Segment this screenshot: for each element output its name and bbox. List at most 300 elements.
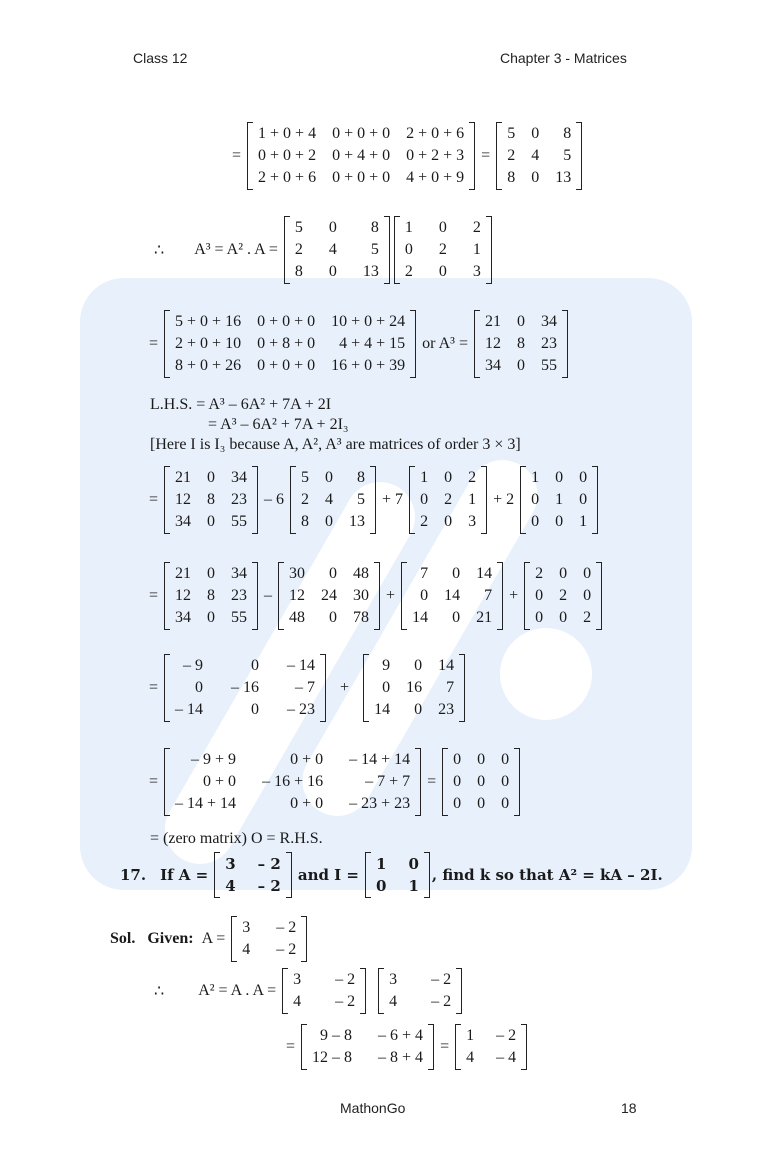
matrix-cell: 0	[452, 565, 461, 582]
matrix-cells	[502, 122, 576, 190]
matrix-cell: 34	[485, 357, 501, 374]
matrix-cell: – 2	[335, 971, 356, 988]
matrix-cell: 4	[389, 993, 398, 1010]
matrix-cell: 2	[559, 587, 568, 604]
lhs-line-2: = A³ – 6A² + 7A + 2I₃	[208, 416, 349, 433]
step-1	[228, 122, 584, 190]
right-bracket	[384, 216, 390, 284]
operator: –	[264, 587, 273, 604]
matrix-cells	[170, 748, 415, 816]
conclusion-line: = (zero matrix) O = R.H.S.	[150, 830, 323, 847]
matrix-cell: 5	[370, 241, 379, 258]
matrix-cell: – 9 + 9	[191, 751, 237, 768]
matrix-cell: 3	[225, 855, 236, 873]
step-5	[145, 562, 604, 630]
equals-sign: =	[149, 679, 159, 696]
matrix-cell: 16	[406, 679, 423, 696]
matrix-cell: 0	[531, 513, 540, 530]
matrix-cell: 0	[579, 469, 588, 486]
matrix-cell: 21	[476, 609, 493, 626]
matrix-cells	[170, 310, 410, 378]
matrix-cell: 4	[225, 877, 236, 895]
matrix-cell: 2	[301, 491, 310, 508]
matrix-cell: 12	[485, 335, 501, 352]
matrix-cell: 2	[404, 263, 413, 280]
matrix-cell: 0	[251, 657, 260, 674]
matrix-cell: 0 + 4 + 0	[332, 147, 391, 164]
matrix-cell: 0	[195, 679, 204, 696]
matrix-cell: – 23	[287, 701, 316, 718]
footer-brand: MathonGo	[340, 1100, 406, 1116]
matrix-cell: 21	[485, 313, 501, 330]
matrix-cell: 1	[420, 469, 429, 486]
matrix-cell: – 14	[287, 657, 316, 674]
matrix-cells	[448, 748, 514, 816]
matrix-cell: 8	[370, 219, 379, 236]
matrix	[231, 916, 307, 962]
matrix-cell: 0	[517, 357, 525, 374]
matrix	[164, 562, 258, 630]
matrix-cell: 4	[328, 241, 337, 258]
matrix-cell: 0 + 0	[203, 773, 237, 790]
matrix-cell: 2	[583, 609, 592, 626]
operator: + 7	[382, 491, 404, 508]
matrix	[282, 968, 366, 1014]
matrix-cell: 23	[541, 335, 557, 352]
right-bracket	[252, 466, 258, 534]
matrix-cell: 30	[353, 587, 370, 604]
right-bracket	[360, 968, 366, 1014]
matrix-cell: 0	[382, 679, 391, 696]
matrix-cell: – 9	[183, 657, 204, 674]
matrix-cell: 1	[376, 855, 387, 873]
solution-label: Sol.	[110, 930, 136, 947]
matrix	[474, 310, 568, 378]
right-bracket	[576, 122, 582, 190]
matrix-cells	[526, 466, 592, 534]
matrix-cell: 0	[444, 513, 453, 530]
matrix-cells	[237, 916, 301, 962]
right-bracket	[521, 1024, 527, 1070]
matrix-cell: 14	[438, 657, 455, 674]
matrix-cell: – 2	[276, 941, 297, 958]
matrix	[290, 466, 376, 534]
matrix-cell: 8	[517, 335, 525, 352]
watermark-dot-icon	[500, 628, 592, 720]
matrix-cells	[384, 968, 456, 1014]
matrix-a	[214, 852, 292, 898]
matrix-cell: 0	[535, 587, 544, 604]
matrix-cell: 0	[531, 125, 540, 142]
lhs-line-1: L.H.S. = A³ – 6A² + 7A + 2I	[150, 396, 332, 413]
matrix-cells	[480, 310, 562, 378]
matrix-cell: 3	[472, 263, 481, 280]
therefore-symbol: ∴	[154, 983, 165, 1000]
matrix-cell: 48	[289, 609, 306, 626]
matrix-cell: 1	[408, 877, 419, 895]
matrix-cell: 0	[404, 241, 413, 258]
matrix-cell: 23	[438, 701, 455, 718]
matrix-cell: 7	[484, 587, 493, 604]
matrix	[278, 562, 380, 630]
matrix-cell: 2 + 0 + 10	[175, 335, 242, 352]
matrix-cell: – 2	[276, 919, 297, 936]
matrix-cell: 0	[328, 219, 337, 236]
step-3	[145, 310, 570, 378]
matrix-cell: 14	[412, 609, 429, 626]
matrix-cell: – 4	[496, 1049, 517, 1066]
matrix-cell: 34	[231, 565, 248, 582]
matrix-cell: 2 + 0 + 6	[258, 169, 317, 186]
or-a-cubed-label: or A³ =	[422, 335, 468, 352]
question-text: and I =	[297, 866, 359, 884]
right-bracket	[370, 466, 376, 534]
matrix-cells	[400, 216, 486, 284]
matrix-cell: 0	[325, 513, 334, 530]
matrix-cell: 13	[362, 263, 379, 280]
step-6	[145, 654, 467, 722]
matrix-cells	[415, 466, 481, 534]
matrix-cell: 78	[353, 609, 370, 626]
matrix-cell: 5	[507, 125, 516, 142]
matrix-cell: 0	[501, 773, 510, 790]
matrix-cell: 7	[446, 679, 455, 696]
matrix-cell: – 7 + 7	[365, 773, 411, 790]
right-bracket	[562, 310, 568, 378]
right-bracket	[286, 852, 292, 898]
matrix-cell: – 2	[431, 971, 452, 988]
matrix-cell: 0	[207, 565, 216, 582]
question-number: 17.	[120, 866, 147, 884]
matrix-cell: 21	[175, 565, 192, 582]
matrix-cell: 55	[541, 357, 557, 374]
matrix-cell: 0	[477, 773, 486, 790]
matrix-cell: – 2	[335, 993, 356, 1010]
matrix-cell: 4	[325, 491, 334, 508]
matrix-cell: 34	[175, 513, 192, 530]
matrix-cell: 0	[207, 609, 216, 626]
matrix-cell: 0	[414, 701, 423, 718]
matrix-cell: 1	[531, 469, 540, 486]
matrix-cell: 0	[583, 565, 592, 582]
matrix-cell: 0	[414, 657, 423, 674]
right-bracket	[252, 562, 258, 630]
matrix-cell: – 23 + 23	[349, 795, 411, 812]
matrix-cell: 0	[329, 565, 338, 582]
matrix-cell: 14	[476, 565, 493, 582]
matrix-cell: 0	[517, 313, 525, 330]
matrix-cells	[530, 562, 596, 630]
matrix-cell: 0	[251, 701, 260, 718]
right-bracket	[486, 216, 492, 284]
matrix-cell: 3	[468, 513, 477, 530]
matrix-cell: 48	[353, 565, 370, 582]
matrix	[409, 466, 487, 534]
matrix-cell: 0	[438, 219, 447, 236]
question-text: If A =	[160, 866, 209, 884]
matrix-cell: 0 + 0 + 0	[257, 313, 316, 330]
matrix-cell: 0 + 2 + 3	[406, 147, 465, 164]
matrix-cell: 0	[453, 795, 462, 812]
matrix-cell: 1 + 0 + 4	[258, 125, 317, 142]
matrix-cell: – 8 + 4	[378, 1049, 424, 1066]
matrix-cell: 0	[477, 795, 486, 812]
matrix-cell: 8 + 0 + 26	[175, 357, 242, 374]
matrix-cell: 8	[301, 513, 310, 530]
matrix-cell: 0	[420, 587, 429, 604]
equals-sign: =	[481, 147, 491, 164]
right-bracket	[428, 1024, 434, 1070]
matrix-cell: – 14	[175, 701, 204, 718]
header-chapter-label: Chapter 3 - Matrices	[500, 50, 627, 66]
matrix-cell: 5	[357, 491, 366, 508]
note-line: [Here I is I₃ because A, A², A³ are matrices of order 3 × 3]	[150, 436, 521, 453]
matrix	[164, 748, 421, 816]
matrix-cell: 1	[404, 219, 413, 236]
matrix-cells	[369, 654, 459, 722]
matrix-cell: 0	[559, 609, 568, 626]
matrix-cell: 2	[472, 219, 481, 236]
matrix-cell: 14	[374, 701, 391, 718]
right-bracket	[596, 562, 602, 630]
matrix-cell: 0	[329, 609, 338, 626]
matrix-cell: 13	[555, 169, 572, 186]
matrix-cell: 2	[507, 147, 516, 164]
matrix-i	[365, 852, 430, 898]
matrix-cell: 55	[231, 609, 248, 626]
a-squared-lhs: A² = A . A =	[198, 982, 277, 999]
matrix-cell: 0 + 0 + 2	[258, 147, 317, 164]
right-bracket	[592, 466, 598, 534]
footer-page-number: 18	[621, 1100, 637, 1116]
matrix-cell: 12	[175, 491, 192, 508]
matrix-cell: – 7	[295, 679, 316, 696]
matrix-cell: 5	[294, 219, 303, 236]
matrix-cells	[307, 1024, 428, 1070]
matrix-cell: 8	[294, 263, 303, 280]
solution-result	[282, 1024, 529, 1070]
matrix-cell: 0 + 0 + 0	[257, 357, 316, 374]
matrix-cell: 34	[175, 609, 192, 626]
matrix-cell: 14	[444, 587, 461, 604]
matrix-cells	[296, 466, 370, 534]
right-bracket	[481, 466, 487, 534]
matrix-cells	[253, 122, 469, 190]
matrix-cell: 24	[321, 587, 338, 604]
matrix-cell: 10 + 0 + 24	[331, 313, 406, 330]
matrix	[442, 748, 520, 816]
matrix	[164, 466, 258, 534]
matrix-cell: – 2	[257, 855, 281, 873]
matrix-cell: 1	[466, 1027, 475, 1044]
matrix-cell: – 16 + 16	[262, 773, 324, 790]
matrix-cell: 0	[501, 795, 510, 812]
matrix-cell: 0 + 0 + 0	[332, 169, 391, 186]
matrix-cell: 9 – 8	[320, 1027, 353, 1044]
matrix-cell: – 6 + 4	[378, 1027, 424, 1044]
matrix	[284, 216, 390, 284]
matrix-cell: 12	[175, 587, 192, 604]
matrix	[496, 122, 582, 190]
matrix-cell: 0	[328, 263, 337, 280]
matrix	[401, 562, 503, 630]
matrix-cell: 5 + 0 + 16	[175, 313, 242, 330]
given-lhs: A =	[201, 930, 226, 947]
matrix-cell: 4	[531, 147, 540, 164]
matrix-cell: 0	[579, 491, 588, 508]
right-bracket	[415, 748, 421, 816]
matrix-cell: 4	[293, 993, 302, 1010]
operator: + 2	[493, 491, 515, 508]
matrix-cell: 0	[555, 513, 564, 530]
matrix-cell: – 14 + 14	[349, 751, 411, 768]
matrix	[164, 654, 326, 722]
matrix-cell: 2	[535, 565, 544, 582]
matrix-cell: 21	[175, 469, 192, 486]
matrix	[363, 654, 465, 722]
matrix-cell: 0	[559, 565, 568, 582]
matrix	[520, 466, 598, 534]
matrix-cell: 2 + 0 + 6	[406, 125, 465, 142]
operator: +	[509, 587, 519, 604]
matrix-cell: 0 + 0	[290, 751, 324, 768]
matrix-cell: 4	[466, 1049, 475, 1066]
right-bracket	[514, 748, 520, 816]
matrix-cell: 0	[376, 877, 387, 895]
matrix-cell: 3	[389, 971, 398, 988]
step-2	[150, 216, 494, 284]
matrix-cell: 0	[477, 751, 486, 768]
step-7	[145, 748, 522, 816]
matrix-cell: 16 + 0 + 39	[331, 357, 406, 374]
matrix-cell: – 2	[431, 993, 452, 1010]
matrix-cell: 2	[468, 469, 477, 486]
matrix-cell: 0	[583, 587, 592, 604]
matrix-cell: 8	[357, 469, 366, 486]
matrix-cell: 0	[501, 751, 510, 768]
matrix-cell: 0	[325, 469, 334, 486]
matrix	[524, 562, 602, 630]
equals-sign: =	[149, 491, 159, 508]
matrix-cell: 2	[444, 491, 453, 508]
matrix	[394, 216, 492, 284]
matrix-cell: – 16	[231, 679, 260, 696]
right-bracket	[497, 562, 503, 630]
solution-given	[106, 916, 309, 962]
matrix-cell: 8	[207, 587, 216, 604]
matrix-cell: 0	[453, 773, 462, 790]
matrix-cell: 34	[541, 313, 557, 330]
matrix-cell: 1	[472, 241, 481, 258]
right-bracket	[424, 852, 430, 898]
matrix-cell: 3	[242, 919, 251, 936]
operator: – 6	[264, 491, 285, 508]
matrix-cell: 2	[420, 513, 429, 530]
matrix-cell: 13	[349, 513, 366, 530]
equals-sign: =	[427, 773, 437, 790]
matrix-cells	[284, 562, 374, 630]
matrix-cells	[170, 562, 252, 630]
matrix-cell: 0	[207, 513, 216, 530]
a-cubed-lhs: A³ = A² . A =	[194, 241, 278, 258]
matrix-cells	[290, 216, 384, 284]
operator: +	[340, 679, 350, 696]
matrix-cell: 0	[453, 751, 462, 768]
matrix-cells	[170, 654, 320, 722]
right-bracket	[374, 562, 380, 630]
header-class-label: Class 12	[133, 50, 188, 66]
matrix-cell: 30	[289, 565, 306, 582]
matrix-cell: 4 + 4 + 15	[339, 335, 406, 352]
matrix-cell: 4	[242, 941, 251, 958]
equals-sign: =	[286, 1038, 296, 1055]
matrix-cell: 5	[563, 147, 572, 164]
matrix-cell: 0 + 0	[290, 795, 324, 812]
equals-sign: =	[149, 335, 159, 352]
matrix-cell: 0	[452, 609, 461, 626]
matrix-cell: 8	[507, 169, 516, 186]
matrix-cell: – 14 + 14	[175, 795, 237, 812]
matrix-cells	[407, 562, 497, 630]
matrix	[455, 1024, 527, 1070]
matrix-cell: 0	[531, 491, 540, 508]
right-bracket	[301, 916, 307, 962]
matrix-cell: 0	[438, 263, 447, 280]
matrix	[164, 310, 416, 378]
matrix	[301, 1024, 434, 1070]
matrix-cell: – 2	[496, 1027, 517, 1044]
right-bracket	[456, 968, 462, 1014]
matrix-cell: 1	[579, 513, 588, 530]
matrix-cell: 23	[231, 587, 248, 604]
matrix-cell: 3	[293, 971, 302, 988]
equals-sign: =	[440, 1038, 450, 1055]
matrix-cell: 5	[301, 469, 310, 486]
given-label: Given:	[147, 930, 194, 947]
right-bracket	[469, 122, 475, 190]
matrix-cell: 8	[563, 125, 572, 142]
matrix-cell: 34	[231, 469, 248, 486]
matrix-cell: 4 + 0 + 9	[406, 169, 465, 186]
matrix-cell: 0	[207, 469, 216, 486]
matrix-cell: 2	[294, 241, 303, 258]
equals-sign: =	[149, 587, 159, 604]
matrix-cell: 0	[408, 855, 419, 873]
matrix-cell: 8	[207, 491, 216, 508]
matrix-cell: 0 + 0 + 0	[332, 125, 391, 142]
matrix-cell: 12	[289, 587, 306, 604]
question-text: , find k so that A² = kA – 2I.	[431, 866, 663, 884]
matrix-cell: 0	[535, 609, 544, 626]
right-bracket	[410, 310, 416, 378]
question-17	[116, 852, 663, 898]
right-bracket	[459, 654, 465, 722]
equals-sign: =	[232, 147, 242, 164]
matrix-cell: 1	[555, 491, 564, 508]
matrix-cell: 12 – 8	[312, 1049, 353, 1066]
matrix-cell: 0 + 8 + 0	[257, 335, 316, 352]
matrix-cell: 7	[420, 565, 429, 582]
matrix-cell: 0	[555, 469, 564, 486]
equals-sign: =	[149, 773, 159, 790]
matrix-cell: 0	[531, 169, 540, 186]
matrix-cell: 9	[382, 657, 391, 674]
matrix-cell: 55	[231, 513, 248, 530]
matrix-cell: 23	[231, 491, 248, 508]
therefore-symbol: ∴	[154, 242, 165, 259]
matrix-cell: 1	[468, 491, 477, 508]
matrix-cells	[461, 1024, 521, 1070]
